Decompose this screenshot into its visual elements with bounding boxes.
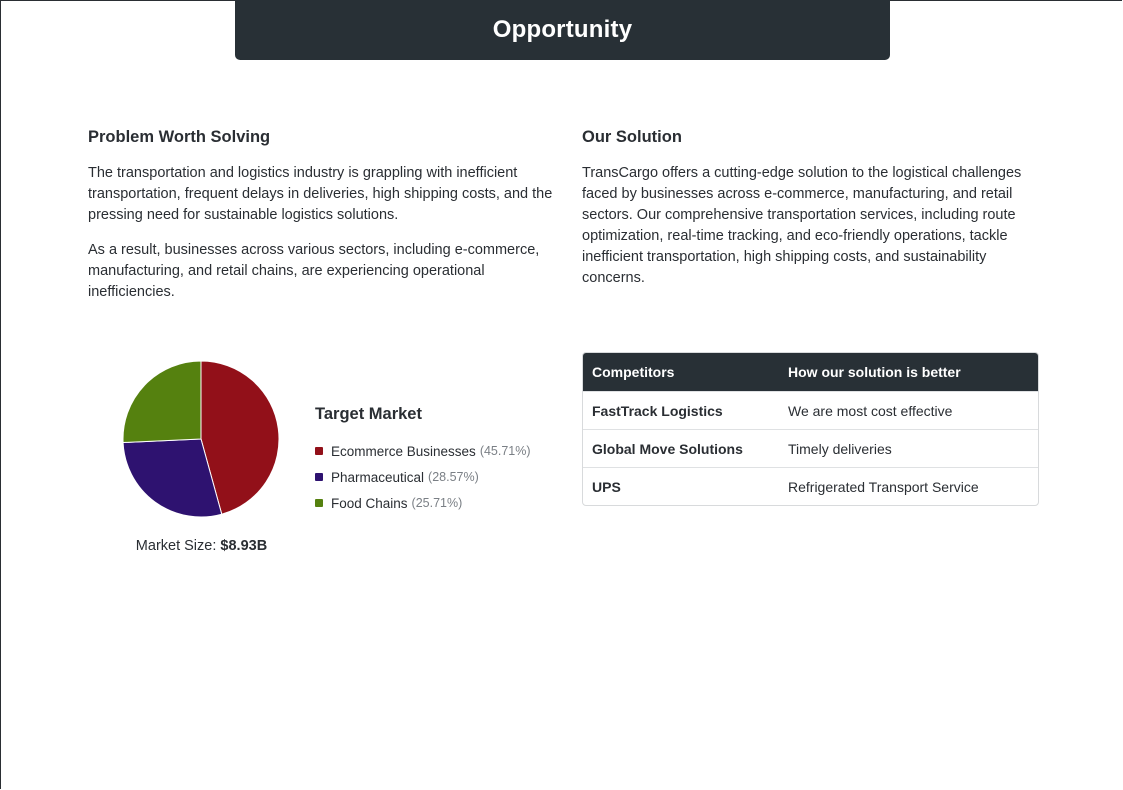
pie-svg — [122, 360, 280, 518]
solution-section — [582, 128, 1022, 303]
table-row — [583, 391, 1038, 429]
competitor-name: FastTrack Logistics — [592, 402, 723, 419]
competitor-advantage: Timely deliveries — [788, 440, 892, 457]
problem-paragraph-1: The transportation and logistics industry is grappling with inefficient transportation, frequent delays in deliveries, high shipping costs, and the pressing need for sustainable logistics solutions. — [88, 165, 553, 223]
target-market-legend — [315, 405, 555, 516]
market-size-label: Market Size: — [135, 538, 217, 554]
legend-label: Pharmaceutical — [331, 469, 425, 485]
legend-percent: (28.57%) — [428, 470, 479, 484]
table-header-row — [583, 353, 1038, 391]
problem-paragraph-2: As a result, businesses across various sectors, including e-commerce, manufacturing, and retail chains, are experiencing operational inefficiencies. — [88, 242, 540, 300]
header-competitors: Competitors — [592, 364, 675, 380]
legend-percent: (25.71%) — [411, 496, 463, 510]
legend-title: Target Market — [315, 405, 422, 423]
pie-slice-food-chains — [123, 361, 201, 442]
problem-heading: Problem Worth Solving — [88, 128, 271, 146]
legend-item — [315, 464, 555, 490]
header-advantage: How our solution is better — [788, 364, 961, 380]
page-title: Opportunity — [492, 16, 633, 43]
market-size — [100, 538, 303, 554]
legend-swatch — [315, 447, 323, 455]
competitor-name: UPS — [592, 478, 621, 495]
legend-item — [315, 438, 555, 464]
solution-paragraph: TransCargo offers a cutting-edge solution to the logistical challenges faced by businesses across e-commerce, manufacturing, and retail sectors. Our comprehensive transportation services, including route optimization, real-time tracking, and eco-friendly operations, tackle inefficient transportation, high shipping costs, and sustainability concerns. — [582, 165, 1022, 286]
title-banner — [235, 0, 890, 60]
solution-heading: Our Solution — [582, 128, 682, 146]
problem-section — [88, 128, 553, 317]
competitor-name: Global Move Solutions — [592, 440, 743, 457]
table-row — [583, 467, 1038, 505]
competitor-advantage: Refrigerated Transport Service — [788, 478, 979, 495]
legend-percent: (45.71%) — [479, 444, 531, 458]
table-row — [583, 429, 1038, 467]
competitors-table — [582, 352, 1039, 506]
legend-swatch — [315, 499, 323, 507]
legend-swatch — [315, 473, 323, 481]
legend-label: Food Chains — [331, 495, 408, 511]
legend-item — [315, 490, 555, 516]
competitor-advantage: We are most cost effective — [788, 402, 953, 419]
market-size-value: $8.93B — [220, 538, 268, 554]
target-market-pie-chart — [122, 360, 280, 518]
legend-label: Ecommerce Businesses — [331, 443, 476, 459]
